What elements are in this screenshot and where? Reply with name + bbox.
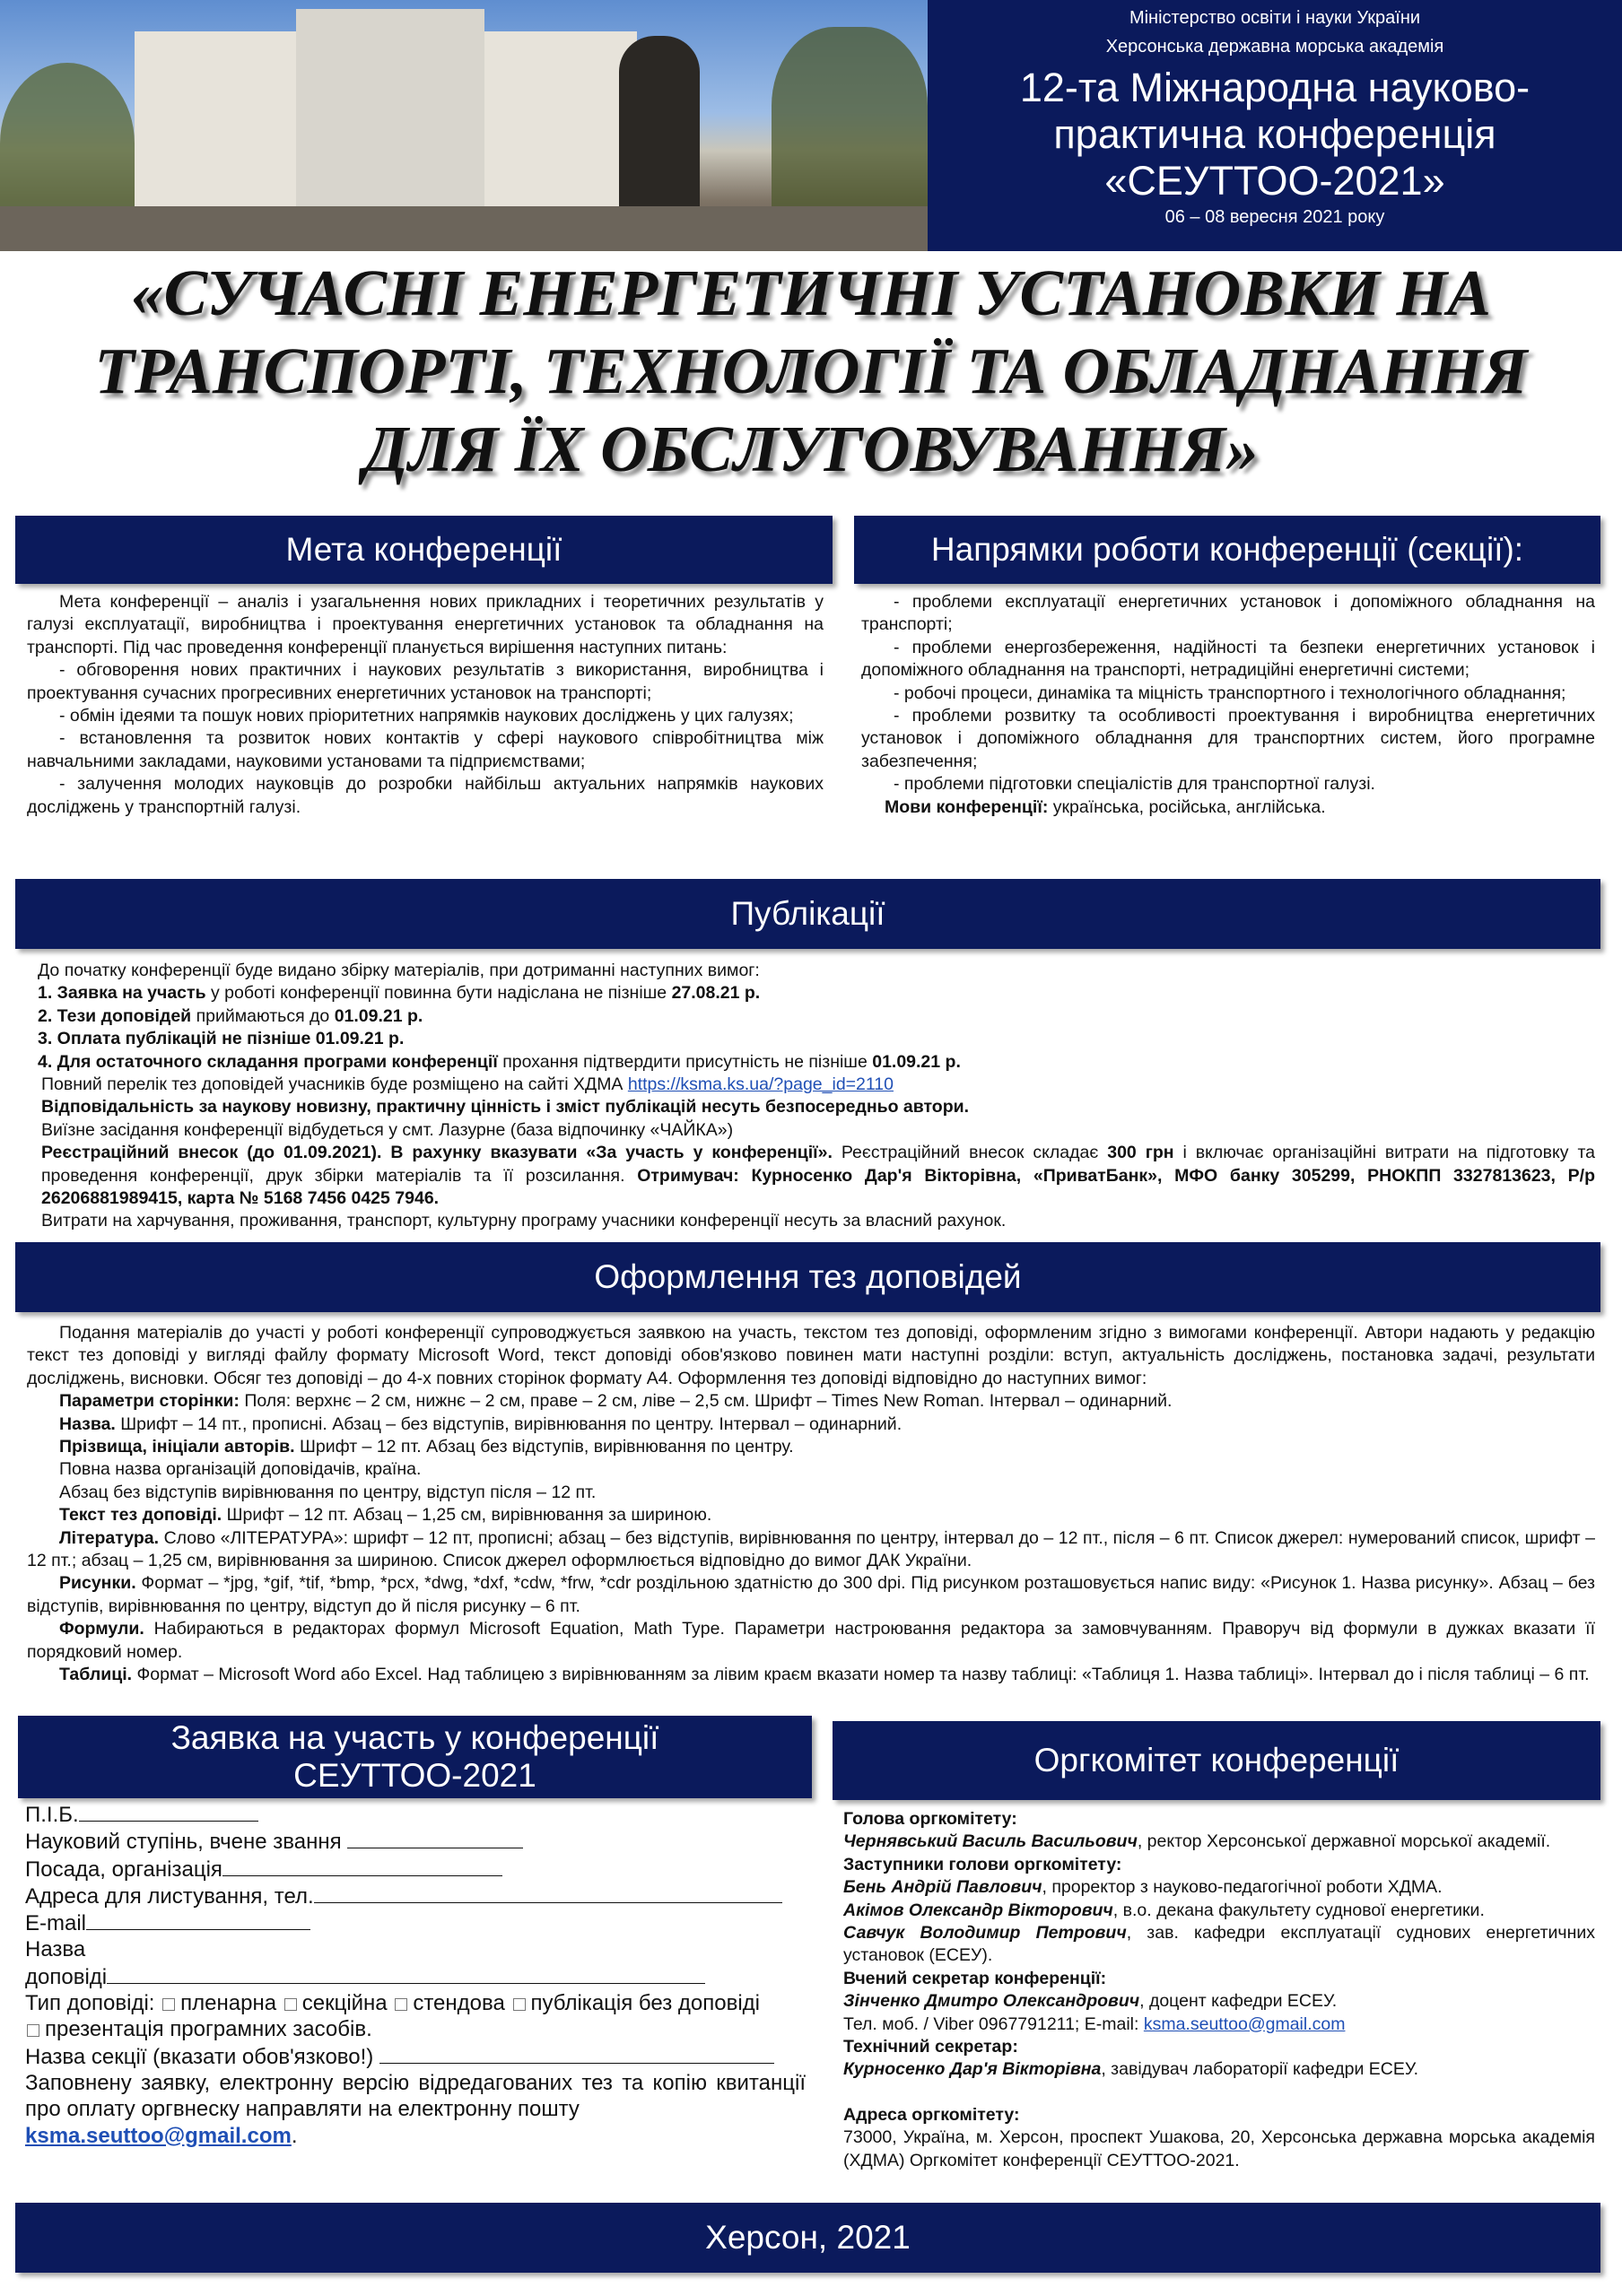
formatting-intro: Подання матеріалів до участі у роботі конференції супроводжується заявкою на участь, текстом тез доповіді, оформленим згідно з вимогами конференції. Автори надають у редакцію текст тез доповіді у вигляді файлу формату Microsoft Word, текст доповіді обов'язково повинен мати наступні розділи: вступ, актуальність досліджень, постановка задачі, результати досліджень, висновки. Обсяг тез доповіді – до 4-х повних сторінок формату А4. Оформлення тез доповіді відповідно до наступних вимог: bbox=[27, 1323, 1595, 1388]
publications-intro: До початку конференції буде видано збірку матеріалів, при дотриманні наступних вимог: bbox=[38, 961, 760, 980]
field-degree-row: Науковий ступінь, вчене звання bbox=[25, 1828, 806, 1855]
goal-item: - встановлення та розвиток нових контактів у сфері наукового співробітництва між навчальними закладами, науковими установами та підприємствами; bbox=[27, 728, 824, 771]
checkbox-section[interactable] bbox=[284, 1998, 297, 2011]
application-form bbox=[25, 1801, 806, 2149]
application-instructions: Заповнену заявку, електронну версію відредагованих тез та копію квитанції про оплату оргвнеску направляти на електронну пошту ksma.seuttoo@gmail.com. bbox=[25, 2070, 806, 2148]
goal-item: - обговорення нових практичних і наукових результатів з використання, виробництва і проектування сучасних прогресивних енергетичних установок на транспорті; bbox=[27, 660, 824, 703]
deputies-label: Заступники голови оргкомітету: bbox=[843, 1854, 1122, 1874]
checkbox-poster[interactable] bbox=[395, 1998, 407, 2011]
sections-text bbox=[861, 591, 1595, 819]
title-line-3: «СЕУТТОО-2021» bbox=[1104, 158, 1445, 204]
section-item: - проблеми підготовки спеціалістів для транспортної галузі. bbox=[894, 774, 1375, 795]
tech-secretary-label: Технічний секретар: bbox=[843, 2037, 1018, 2057]
title-line-1: 12-та Міжнародна науково- bbox=[1019, 65, 1530, 110]
report-type-row-2: презентація програмних засобів. bbox=[25, 2016, 806, 2042]
full-list-note: Повний перелік тез доповідей учасників буде розміщено на сайті ХДМА https://ksma.ks.ua/?page_id=2110 bbox=[41, 1074, 894, 1095]
committee-text bbox=[843, 1808, 1595, 2172]
field-section-row: Назва секції (вказати обов'язково!) bbox=[25, 2043, 806, 2070]
application-email-link[interactable]: ksma.seuttoo@gmail.com bbox=[25, 2123, 292, 2148]
application-heading-line-1: Заявка на участь у конференції bbox=[170, 1719, 659, 1756]
field-title-row-2: доповіді bbox=[25, 1963, 806, 1990]
rule-figures: Рисунки. Формат – *jpg, *gif, *tif, *bmp, *pcx, *dwg, *dxf, *cdw, *frw, *cdr роздільною здатністю до 300 dpi. Під рисунком розташовується напис виду: «Рисунок 1. Назва рисунку». Абзац – без відступів, вирівнювання по центру, відступ до й після рисунку – 6 пт. bbox=[27, 1573, 1595, 1616]
secretary: Зінченко Дмитро Олександрович, доцент кафедри ЕСЕУ. bbox=[843, 1991, 1338, 2012]
sections-heading: Напрямки роботи конференції (секції): bbox=[854, 516, 1600, 584]
degree-input-line[interactable] bbox=[347, 1828, 523, 1848]
title-input-line[interactable] bbox=[107, 1963, 705, 1984]
requirement-2: 2. Тези доповідей приймаються до 01.09.21 р. bbox=[38, 1005, 423, 1026]
address-label: Адреса оргкомітету: bbox=[843, 2104, 1020, 2125]
academy-building-photo bbox=[0, 0, 928, 251]
application-heading-line-2: СЕУТТОО-2021 bbox=[293, 1757, 536, 1794]
conference-dates: 06 – 08 вересня 2021 року bbox=[1164, 207, 1385, 227]
section-item: - проблеми енергозбереження, надійності та безпеки енергетичних установок і допоміжного обладнання на транспорті, нетрадиційні енергетичні системи; bbox=[861, 637, 1595, 681]
email-input-line[interactable] bbox=[86, 1909, 310, 1930]
committee-email-link[interactable]: ksma.seuttoo@gmail.com bbox=[1143, 2013, 1346, 2034]
goal-heading: Мета конференції bbox=[15, 516, 833, 584]
expenses-note: Витрати на харчування, проживання, транспорт, культурну програму учасники конференції несуть за власний рахунок. bbox=[41, 1211, 1007, 1231]
section-item: - проблеми експлуатації енергетичних установок і допоміжного обладнання на транспорті; bbox=[861, 592, 1595, 635]
address-input-line[interactable] bbox=[314, 1883, 782, 1903]
main-title-line-1: «СУЧАСНІ ЕНЕРГЕТИЧНІ УСТАНОВКИ НА bbox=[131, 257, 1491, 329]
chair-label: Голова оргкомітету: bbox=[843, 1809, 1017, 1829]
academy-name: Херсонська державна морська академія bbox=[1105, 37, 1444, 57]
section-item: - робочі процеси, динаміка та міцність транспортного і технологічного обладнання; bbox=[894, 683, 1566, 703]
footer-city-year: Херсон, 2021 bbox=[15, 2203, 1600, 2273]
site-link[interactable]: https://ksma.ks.ua/?page_id=2110 bbox=[627, 1074, 894, 1095]
goal-item: - обмін ідеями та пошук нових пріоритетних напрямків наукових досліджень у цих галузях; bbox=[59, 706, 794, 726]
field-email-row: E-mail bbox=[25, 1909, 806, 1936]
publications-heading: Публікації bbox=[15, 879, 1600, 949]
position-input-line[interactable] bbox=[222, 1856, 502, 1876]
section-input-line[interactable] bbox=[379, 2043, 774, 2064]
checkbox-plenary[interactable] bbox=[162, 1998, 175, 2011]
ministry-name: Міністерство освіти і науки України bbox=[1129, 8, 1421, 28]
main-title-line-3: ДЛЯ ЇХ ОБСЛУГОВУВАННЯ» bbox=[363, 413, 1259, 485]
publications-text bbox=[38, 960, 1595, 1233]
chair: Чернявський Василь Васильович, ректор Херсонської державної морської академії. bbox=[843, 1831, 1551, 1852]
languages-label: Мови конференції: bbox=[885, 796, 1049, 817]
goal-item: - залучення молодих науковців до розробки найбільш актуальних напрямків наукових досліджень у транспортній галузі. bbox=[27, 774, 824, 817]
committee-heading: Оргкомітет конференції bbox=[833, 1721, 1600, 1800]
rule-tables: Таблиці. Формат – Microsoft Word або Excel. Над таблицею з вирівнюванням за лівим краєм вказати номер та назву таблиці: «Таблиця 1. Назва таблиці». Інтервал до і після таблиці – 6 пт. bbox=[59, 1665, 1590, 1685]
responsibility-note: Відповідальність за наукову новизну, практичну цінність і зміст публікацій несуть безпосередньо автори. bbox=[41, 1097, 970, 1118]
field-position-row: Посада, організація bbox=[25, 1856, 806, 1883]
application-heading bbox=[18, 1716, 812, 1798]
rule-literature: Література. Слово «ЛІТЕРАТУРА»: шрифт – 12 пт, прописні; абзац – без відступів, вирівнювання по центру, інтервал до – 12 пт., після – 6 пт. Список джерел: нумерований список, шрифт – 12 пт.; абзац – 1,25 см, вирівнювання за шириною. Список джерел оформлюється відповідно до вимог ДАК України. bbox=[27, 1527, 1595, 1571]
rule-body: Текст тез доповіді. Шрифт – 12 пт. Абзац – 1,25 см, вирівнювання за шириною. bbox=[59, 1505, 712, 1526]
away-session-note: Виїзне засідання конференції відбудеться у смт. Лазурне (база відпочинку «ЧАЙКА») bbox=[41, 1119, 734, 1140]
report-type-row: Тип доповіді: пленарна секційна стендова публікація без доповіді bbox=[25, 1991, 760, 2016]
main-title-line-2: ТРАНСПОРТІ, ТЕХНОЛОГІЇ ТА ОБЛАДНАННЯ bbox=[94, 335, 1528, 407]
committee-address: 73000, Україна, м. Херсон, проспект Ушакова, 20, Херсонська державна морська академія (ХДМА) Оргкомітет конференції СЕУТТОО-2021. bbox=[843, 2127, 1595, 2170]
formatting-text bbox=[27, 1322, 1595, 1687]
rule-name: Назва. Шрифт – 14 пт., прописні. Абзац – без відступів, вирівнювання по центру. Інтервал – одинарний. bbox=[59, 1413, 903, 1434]
requirement-3: 3. Оплата публікацій не пізніше 01.09.21 р. bbox=[38, 1029, 405, 1049]
checkbox-software[interactable] bbox=[27, 2024, 39, 2037]
rule-formulas: Формули. Набираються в редакторах формул Microsoft Equation, Math Type. Параметри настроювання редактора за замовчуванням. Праворуч від формули в дужках вказати її порядковий номер. bbox=[27, 1619, 1595, 1662]
checkbox-publication[interactable] bbox=[513, 1998, 526, 2011]
contact-phone: Тел. моб. / Viber 0967791211; E-mail: ksma.seuttoo@gmail.com bbox=[843, 2013, 1346, 2034]
formatting-heading: Оформлення тез доповідей bbox=[15, 1242, 1600, 1312]
languages-value: українська, російська, англійська. bbox=[1048, 796, 1326, 817]
conference-title bbox=[928, 65, 1622, 204]
registration-fee: Реєстраційний внесок (до 01.09.2021). В рахунку вказувати «За участь у конференції». Реєстраційний внесок складає 300 грн і включає організаційні витрати на підготовку та проведення конференції, друк збірки матеріалів та її розсилання. Отримувач: Курносенко Дар'я Вікторівна, «ПриватБанк», МФО банку 305299, РНОКПП 3327813623, Р/р 26206881989415, карта № 5168 7456 0425 7946. bbox=[41, 1143, 1596, 1209]
requirement-4: 4. Для остаточного складання програми конференції прохання підтвердити присутність не пізніше 01.09.21 р. bbox=[38, 1051, 961, 1072]
rule-page-params: Параметри сторінки: Поля: верхнє – 2 см, нижнє – 2 см, праве – 2 см, ліве – 2,5 см. Шрифт – Times New Roman. Інтервал – одинарний. bbox=[59, 1391, 1173, 1412]
deputy: Акімов Олександр Вікторович, в.о. декана факультету суднової енергетики. bbox=[843, 1900, 1485, 1920]
deputy: Бень Андрій Павлович, проректор з науково-педагогічної роботи ХДМА. bbox=[843, 1877, 1443, 1898]
secretary-label: Вчений секретар конференції: bbox=[843, 1968, 1107, 1988]
rule-paragraph: Абзац без відступів вирівнювання по центру, відступ після – 12 пт. bbox=[59, 1482, 597, 1502]
field-address-row: Адреса для листування, тел. bbox=[25, 1883, 806, 1909]
tech-secretary: Курносенко Дар'я Вікторівна, завідувач лабораторії кафедри ЕСЕУ. bbox=[843, 2059, 1419, 2080]
title-line-2: практична конференція bbox=[1053, 111, 1496, 157]
goal-text bbox=[27, 591, 824, 819]
deputy: Савчук Володимир Петрович, зав. кафедри експлуатації суднових енергетичних установок (ЕСЕУ). bbox=[843, 1923, 1595, 1966]
field-title-row: Назва bbox=[25, 1937, 86, 1962]
goal-intro: Мета конференції – аналіз і узагальнення нових прикладних і теоретичних результатів у галузі експлуатації, виробництва і проектування енергетичних установок та обладнання на транспорті. Під час проведення конференції планується вирішення наступних питань: bbox=[27, 592, 824, 657]
rule-authors: Прізвища, ініціали авторів. Шрифт – 12 пт. Абзац без відступів, вирівнювання по центру. bbox=[59, 1437, 794, 1457]
conference-header bbox=[928, 0, 1622, 251]
languages bbox=[861, 796, 1595, 819]
main-title bbox=[0, 254, 1622, 488]
field-name-row: П.І.Б. bbox=[25, 1801, 806, 1828]
requirement-1: 1. Заявка на участь у роботі конференції повинна бути надіслана не пізніше 27.08.21 р. bbox=[38, 983, 761, 1004]
rule-org-name: Повна назва організацій доповідачів, країна. bbox=[59, 1459, 422, 1480]
name-input-line[interactable] bbox=[79, 1801, 258, 1822]
section-item: - проблеми розвитку та особливості проектування і виробництва енергетичних установок і допоміжного обладнання для транспортних систем, його програмне забезпечення; bbox=[861, 706, 1595, 771]
